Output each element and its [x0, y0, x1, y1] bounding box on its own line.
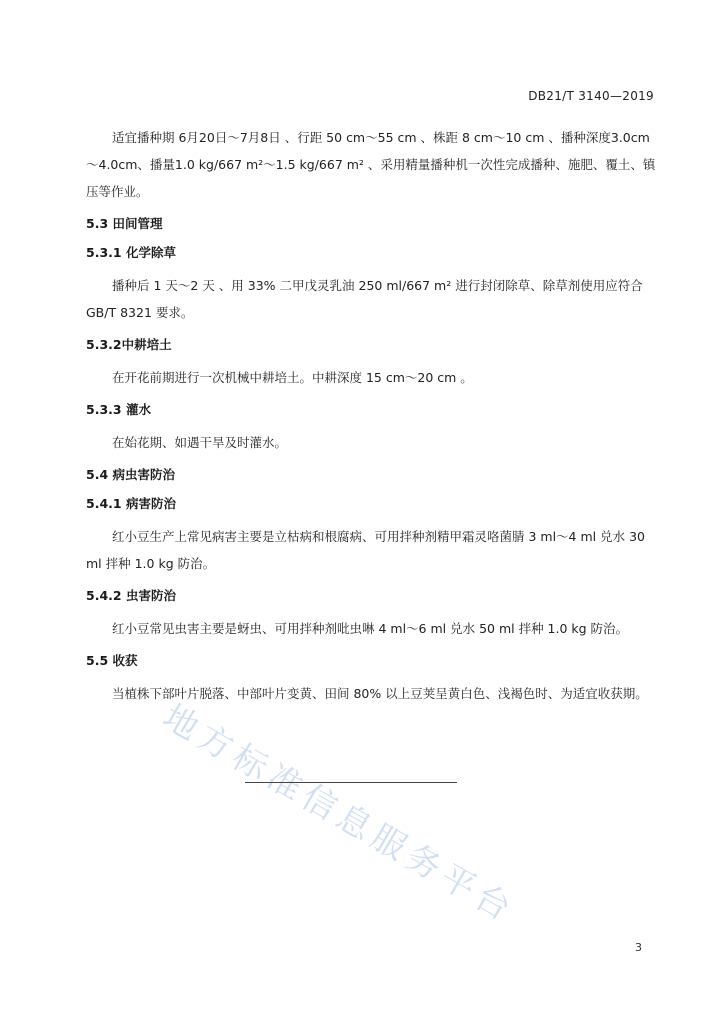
heading-irrigation: 5.3.3 灌水 — [86, 402, 151, 417]
paragraph-cultivation: 在开花前期进行一次机械中耕培土。中耕深度 15 cm～20 cm 。 — [112, 370, 473, 385]
paragraph-disease: 红小豆生产上常见病害主要是立枯病和根腐病、可用拌种剂精甲霜灵咯菌腈 3 ml～4 ml 兑水 30 ml 拌种 1.0 kg 防治。 — [86, 529, 645, 571]
heading-field-management: 5.3 田间管理 — [86, 216, 163, 231]
paragraph-irrigation: 在始花期、如遇干旱及时灌水。 — [112, 435, 288, 450]
paragraph-insect: 红小豆常见虫害主要是蚜虫、可用拌种剂吡虫啉 4 ml～6 ml 兑水 50 ml 拌种 1.0 kg 防治。 — [112, 621, 629, 636]
document-body — [86, 124, 658, 707]
heading-harvest: 5.5 收获 — [86, 653, 138, 668]
end-rule — [245, 782, 457, 783]
page-number: 3 — [635, 941, 642, 954]
document-code: DB21/T 3140—2019 — [528, 89, 654, 103]
heading-disease-control: 5.4.1 病害防治 — [86, 496, 176, 511]
paragraph-sowing: 适宜播种期 6月20日～7月8日 、行距 50 cm～55 cm 、株距 8 cm～10 cm 、播种深度3.0cm～4.0cm、播量1.0 kg/667 m²～1.5 kg/667 m² 、采用精量播种机一次性完成播种、施肥、覆土、镇压等作业。 — [86, 130, 656, 199]
heading-pest-control: 5.4 病虫害防治 — [86, 467, 175, 482]
paragraph-harvest: 当植株下部叶片脱落、中部叶片变黄、田间 80% 以上豆荚呈黄白色、浅褐色时、为适宜收获期。 — [112, 686, 648, 701]
watermark: 地方标准信息服务平台 — [156, 696, 523, 932]
paragraph-weeding: 播种后 1 天～2 天 、用 33% 二甲戊灵乳油 250 ml/667 m² 进行封闭除草、除草剂使用应符合 GB/T 8321 要求。 — [86, 278, 643, 320]
heading-cultivation: 5.3.2中耕培土 — [86, 337, 172, 352]
heading-insect-control: 5.4.2 虫害防治 — [86, 588, 176, 603]
heading-chemical-weeding: 5.3.1 化学除草 — [86, 245, 176, 260]
